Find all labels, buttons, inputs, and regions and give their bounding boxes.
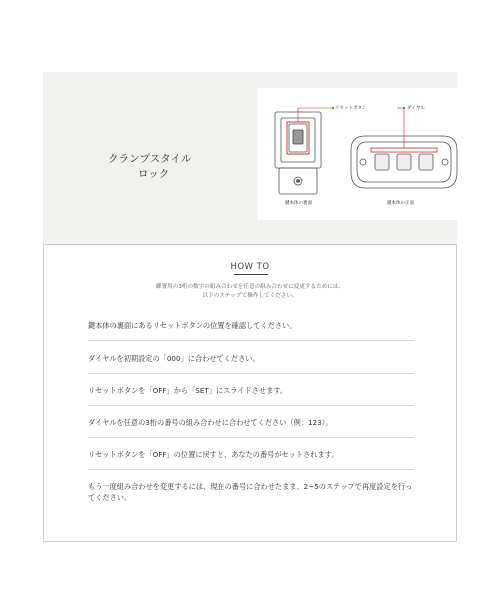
title-line-1: クランプスタイル bbox=[108, 153, 192, 165]
front-left-knob bbox=[360, 159, 366, 165]
caption-front: 鍵本体の正面 bbox=[387, 201, 414, 206]
step-3: リセットボタンを「OFF」から「SET」にスライドさせます。 bbox=[88, 386, 288, 395]
howto-intro bbox=[44, 283, 456, 301]
howto-title: HOW TO bbox=[230, 262, 270, 272]
step-divider bbox=[88, 340, 414, 341]
dial-1 bbox=[375, 154, 389, 170]
step-divider bbox=[88, 469, 414, 470]
step-1: 鍵本体の裏面にあるリセットボタンの位置を確認してください。 bbox=[88, 321, 297, 330]
step-divider bbox=[88, 405, 414, 406]
front-right-knob bbox=[442, 159, 448, 165]
step-divider bbox=[88, 437, 414, 438]
dial-2 bbox=[397, 154, 411, 170]
step-divider bbox=[88, 373, 414, 374]
step-6: もう一度組み合わせを変更するには、現在の番号に合わせたまま、2~5のステップで再度設定を行ってください。 bbox=[88, 482, 413, 502]
howto-intro-line-2: 以下のステップで操作してください。 bbox=[202, 293, 298, 299]
step-4: ダイヤルを任意の3桁の番号の組み合わせに合わせてください（例：123）。 bbox=[88, 418, 333, 427]
label-reset-button: リセットボタン bbox=[335, 106, 367, 111]
lock-back-screw-center bbox=[297, 180, 300, 183]
dial-callout-dot bbox=[403, 107, 405, 109]
howto-intro-line-1: 御署用の3桁の数字の組み合わせを任意の組み合わせに変更するためには、 bbox=[155, 284, 345, 290]
dial-highlight bbox=[371, 148, 437, 152]
caption-back: 鍵本体の裏面 bbox=[285, 201, 312, 206]
dial-3 bbox=[419, 154, 433, 170]
howto-underline bbox=[234, 274, 268, 275]
step-5: リセットボタンを「OFF」の位置に戻すと、あなたの番号がセットされます。 bbox=[88, 450, 339, 459]
title-line-2: ロック bbox=[138, 168, 170, 180]
reset-callout-dot bbox=[332, 107, 334, 109]
lock-diagram bbox=[257, 88, 465, 220]
howto-panel bbox=[43, 244, 457, 542]
reset-button bbox=[293, 130, 303, 144]
label-dial: ダイヤル bbox=[407, 106, 425, 111]
page-title bbox=[108, 152, 191, 182]
step-2: ダイヤルを初期設定の「000」に合わせてください。 bbox=[88, 354, 260, 363]
